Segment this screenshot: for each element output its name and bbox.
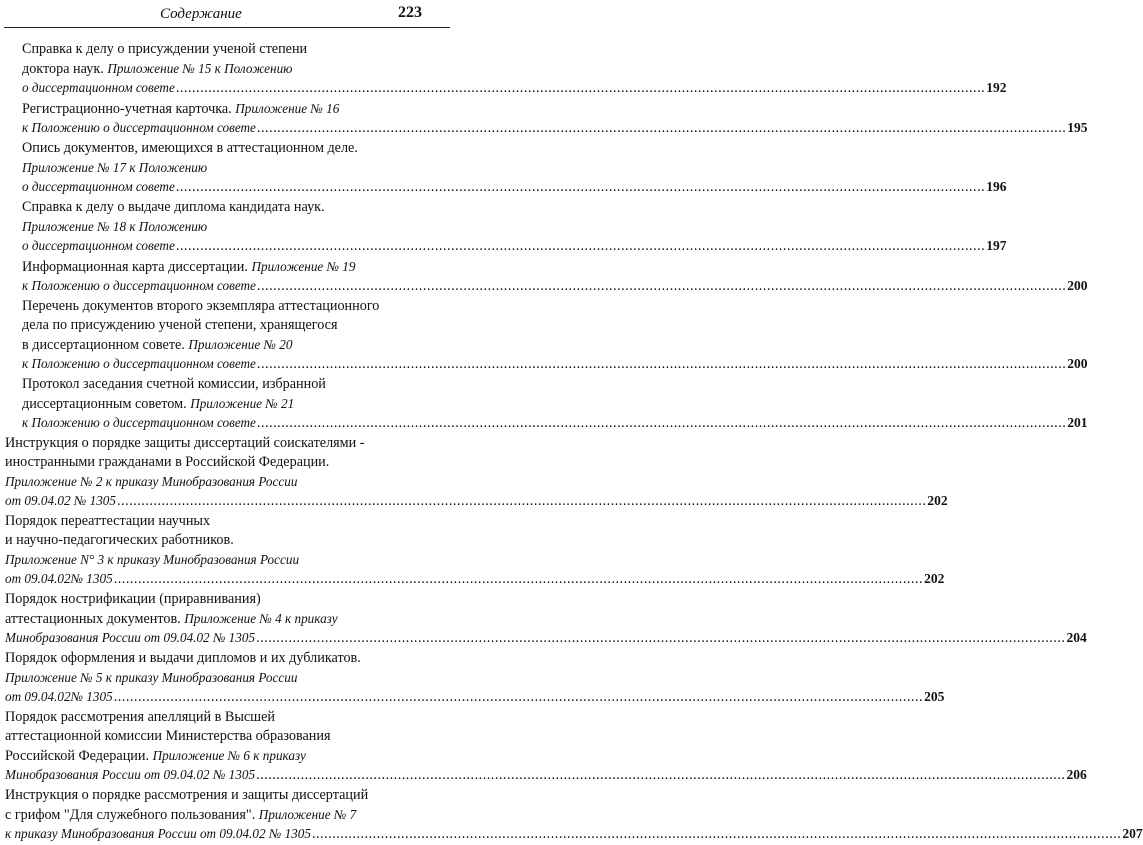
toc-entry-line xyxy=(22,316,454,335)
toc-entry-annex-ref: о диссертационном совете xyxy=(22,238,175,253)
toc-entry-annex-ref: Приложение № 2 к приказу Минобразования России xyxy=(5,474,298,489)
toc-entry-line xyxy=(5,531,454,550)
toc-entry-line xyxy=(5,434,454,453)
toc-entry-line xyxy=(22,158,454,177)
toc-entry-title-text: Российской Федерации. xyxy=(5,748,153,764)
toc-entry-annex-ref: Приложение № 5 к приказу Минобразования России xyxy=(5,670,298,685)
toc-entry-line xyxy=(5,590,454,609)
dot-leader: ........................................................................................................................................................................................................ xyxy=(311,826,1122,842)
toc-page-number: 192 xyxy=(986,80,1007,95)
toc-entry-line xyxy=(5,453,454,472)
toc-entry-line xyxy=(22,198,454,217)
toc-entry-annex-ref: Приложение № 15 к Положению xyxy=(107,61,293,76)
toc-entry-annex-ref: Приложение № 16 xyxy=(235,101,340,116)
toc-entry-annex-ref: Приложение № 20 xyxy=(188,337,293,352)
dot-leader: ........................................................................................................................................................................................................ xyxy=(256,278,1067,294)
toc-entry-last-line xyxy=(22,354,1088,373)
toc-entry-last-line xyxy=(22,413,1088,432)
toc-entry-line xyxy=(22,99,454,118)
toc-page-number: 197 xyxy=(986,238,1007,253)
toc-entry-title-text: Справка к делу о выдаче диплома кандидата наук. xyxy=(22,199,325,215)
toc-entry-last-line xyxy=(22,177,1007,196)
toc-entry-last-line xyxy=(22,276,1088,295)
toc-page-number: 196 xyxy=(986,179,1007,194)
toc-entry-title-text: дела по присуждению ученой степени, хранящегося xyxy=(22,317,338,333)
toc-entry-title-text: Регистрационно-учетная карточка. xyxy=(22,101,236,117)
toc-entry-annex-ref: Приложение № 18 к Положению xyxy=(22,219,208,234)
toc-entry-title-text: Опись документов, имеющихся в аттестационном деле. xyxy=(22,140,358,156)
toc-entry[interactable] xyxy=(22,139,1007,196)
toc-entry[interactable] xyxy=(5,590,1087,647)
toc-entry-last-line xyxy=(5,569,945,588)
toc-page-number: 200 xyxy=(1067,278,1088,293)
toc-entry[interactable] xyxy=(22,198,1007,255)
toc-entry-line xyxy=(5,512,454,531)
toc-entry-annex-ref: от 09.04.02 № 1305 xyxy=(5,493,116,508)
toc-entry-line xyxy=(5,805,454,824)
header-rule xyxy=(4,27,450,28)
toc-entry-annex-ref: к Положению о диссертационном совете xyxy=(22,415,256,430)
toc-entry-line xyxy=(5,727,454,746)
toc-entry[interactable] xyxy=(5,512,945,588)
toc-entry-title-text: Справка к делу о присуждении ученой степени xyxy=(22,41,308,57)
toc-entry-last-line xyxy=(5,628,1087,647)
toc-entry-annex-ref: к Положению о диссертационном совете xyxy=(22,120,256,135)
toc-entry-line xyxy=(22,375,454,394)
toc-entry-title-text: Порядок переаттестации научных xyxy=(5,513,211,529)
toc-page-number: 207 xyxy=(1122,826,1143,841)
toc-entry-line xyxy=(5,786,454,805)
toc-entry-last-line xyxy=(22,78,1007,97)
dot-leader: ........................................................................................................................................................................................................ xyxy=(113,571,924,587)
toc-entry[interactable] xyxy=(22,375,1088,432)
page-header xyxy=(0,0,454,30)
toc-entry-annex-ref: от 09.04.02№ 1305 xyxy=(5,571,113,586)
dot-leader: ........................................................................................................................................................................................................ xyxy=(256,630,1066,646)
toc-entry-last-line xyxy=(22,118,1088,137)
toc-entry-last-line xyxy=(5,491,948,510)
toc-entry[interactable] xyxy=(22,257,1088,295)
dot-leader: ........................................................................................................................................................................................................ xyxy=(256,415,1067,431)
toc-entry-title-text: аттестационных документов. xyxy=(5,611,185,627)
toc-entry-annex-ref: о диссертационном совете xyxy=(22,80,175,95)
toc-entry-line xyxy=(22,217,454,236)
dot-leader: ........................................................................................................................................................................................................ xyxy=(175,179,986,195)
toc-entry-line xyxy=(5,472,454,491)
toc-entry-annex-ref: Минобразования России от 09.04.02 № 1305 xyxy=(5,630,256,645)
dot-leader: ........................................................................................................................................................................................................ xyxy=(256,356,1067,372)
toc-entry-title-text: аттестационной комиссии Министерства образования xyxy=(5,728,331,744)
toc-entry-title-text: Инструкция о порядке защиты диссертаций соискателями - xyxy=(5,435,365,451)
toc-entry-line xyxy=(5,649,454,668)
toc-entry-annex-ref: Приложение № 6 к приказу xyxy=(152,748,306,763)
toc-entry-line xyxy=(5,668,454,687)
toc-entry-title-text: Информационная карта диссертации. xyxy=(22,259,252,275)
toc-entry-line xyxy=(5,708,454,727)
toc-entry-last-line xyxy=(5,765,1087,784)
running-title: Содержание xyxy=(160,6,242,22)
toc-entry-title-text: и научно-педагогических работников. xyxy=(5,532,234,548)
toc-entry[interactable] xyxy=(5,708,1087,784)
toc-entry[interactable] xyxy=(22,297,1088,373)
toc-page-number: 195 xyxy=(1067,120,1088,135)
toc-entry[interactable] xyxy=(5,649,945,706)
toc-page-number: 202 xyxy=(927,493,948,508)
toc-entry-title-text: доктора наук. xyxy=(22,61,108,77)
toc-entry-line xyxy=(22,257,454,276)
toc-page-number: 200 xyxy=(1067,356,1088,371)
toc-entry-annex-ref: от 09.04.02№ 1305 xyxy=(5,689,113,704)
toc-entry-annex-ref: Приложение № 21 xyxy=(190,396,295,411)
dot-leader: ........................................................................................................................................................................................................ xyxy=(175,80,986,96)
toc-entry-title-text: Порядок нострификации (приравнивания) xyxy=(5,591,261,607)
toc-page-number: 205 xyxy=(924,689,945,704)
dot-leader: ........................................................................................................................................................................................................ xyxy=(256,767,1066,783)
toc-entry-line xyxy=(22,297,454,316)
dot-leader: ........................................................................................................................................................................................................ xyxy=(175,238,986,254)
toc-entry-annex-ref: о диссертационном совете xyxy=(22,179,175,194)
toc-entry-title-text: с грифом "Для служебного пользования". xyxy=(5,807,259,823)
toc-entry-title-text: Инструкция о порядке рассмотрения и защиты диссертаций xyxy=(5,787,369,803)
toc-entry-last-line xyxy=(5,824,1143,843)
toc-entry-line xyxy=(5,609,454,628)
toc-entry-last-line xyxy=(22,236,1007,255)
toc-entry-line xyxy=(22,59,454,78)
page-number: 223 xyxy=(398,4,422,21)
dot-leader: ........................................................................................................................................................................................................ xyxy=(116,493,927,509)
toc-entry[interactable] xyxy=(5,786,1143,843)
toc-entry-annex-ref: к Положению о диссертационном совете xyxy=(22,278,256,293)
toc-entry-title-text: Порядок рассмотрения апелляций в Высшей xyxy=(5,709,275,725)
toc-entry-title-text: в диссертационном совете. xyxy=(22,337,189,353)
dot-leader: ........................................................................................................................................................................................................ xyxy=(256,120,1067,136)
toc-entry-title-text: Порядок оформления и выдачи дипломов и их дубликатов. xyxy=(5,650,361,666)
toc-entry-title-text: иностранными гражданами в Российской Федерации. xyxy=(5,454,330,470)
toc-entry-annex-ref: Приложение № 19 xyxy=(251,259,356,274)
toc-entry-line xyxy=(5,550,454,569)
toc-entry-line xyxy=(5,746,454,765)
toc-entry-annex-ref: Приложение № 7 xyxy=(258,807,357,822)
toc-entry-title-text: диссертационным советом. xyxy=(22,396,191,412)
toc-entry-title-text: Протокол заседания счетной комиссии, избранной xyxy=(22,376,326,392)
table-of-contents xyxy=(0,40,1143,845)
toc-page-number: 206 xyxy=(1066,767,1087,782)
toc-page-number: 202 xyxy=(924,571,945,586)
toc-page-number: 204 xyxy=(1066,630,1087,645)
dot-leader: ........................................................................................................................................................................................................ xyxy=(113,689,924,705)
toc-entry-title-text: Перечень документов второго экземпляра аттестационного xyxy=(22,298,380,314)
toc-entry-annex-ref: Приложение № 17 к Положению xyxy=(22,160,208,175)
toc-entry[interactable] xyxy=(5,434,948,510)
toc-entry-line xyxy=(22,139,454,158)
toc-entry[interactable] xyxy=(22,40,1007,97)
toc-entry-annex-ref: к Положению о диссертационном совете xyxy=(22,356,256,371)
toc-entry-line xyxy=(22,40,454,59)
toc-entry-annex-ref: Приложение № 4 к приказу xyxy=(184,611,338,626)
toc-entry-line xyxy=(22,394,454,413)
toc-entry-last-line xyxy=(5,687,945,706)
toc-entry-annex-ref: Приложение N° 3 к приказу Минобразования России xyxy=(5,552,300,567)
toc-entry-annex-ref: к приказу Минобразования России от 09.04.02 № 1305 xyxy=(5,826,311,841)
toc-page-number: 201 xyxy=(1067,415,1088,430)
toc-entry-line xyxy=(22,335,454,354)
toc-entry[interactable] xyxy=(22,99,1088,137)
toc-entry-annex-ref: Минобразования России от 09.04.02 № 1305 xyxy=(5,767,256,782)
